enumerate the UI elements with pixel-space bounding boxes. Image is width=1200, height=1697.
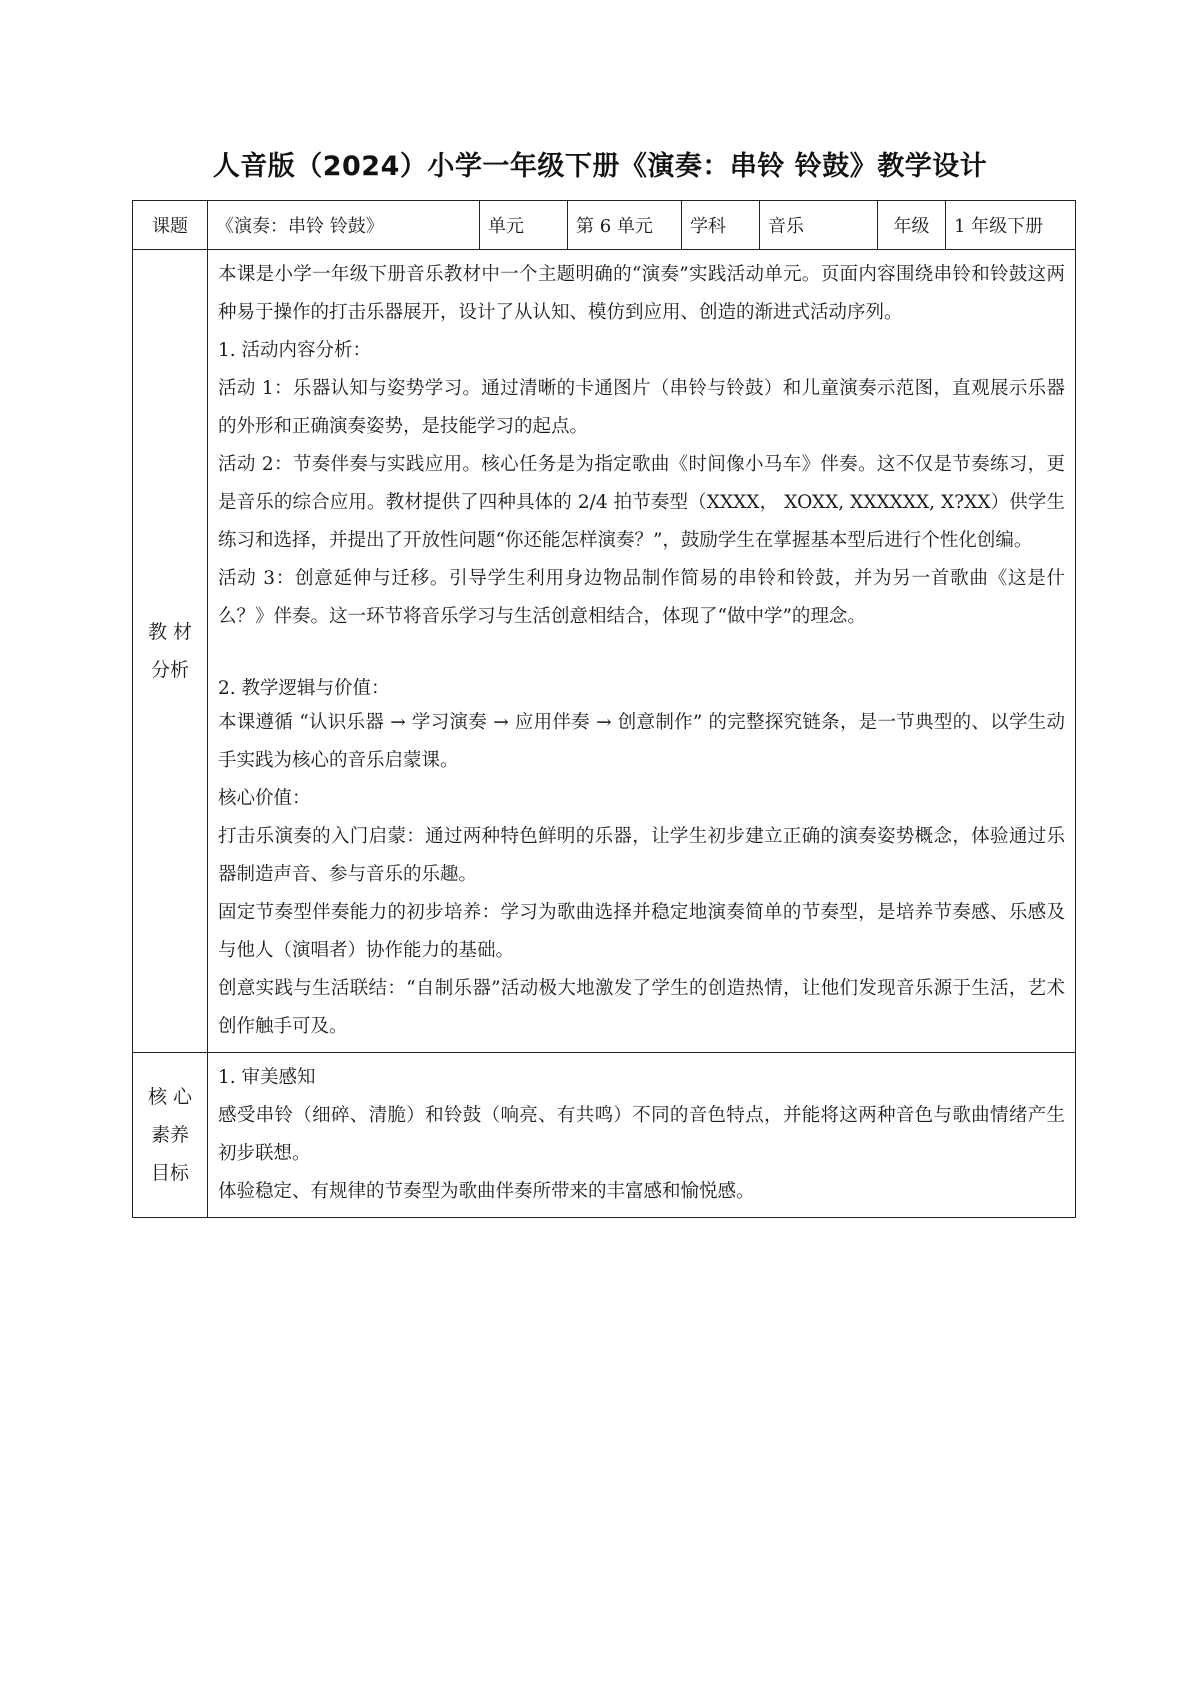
topic-label: 课题 bbox=[133, 201, 208, 250]
subject-value: 音乐 bbox=[760, 201, 878, 250]
topic-value: 《演奏：串铃 铃鼓》 bbox=[208, 201, 480, 250]
analysis-paragraph: 固定节奏型伴奏能力的初步培养：学习为歌曲选择并稳定地演奏简单的节奏型，是培养节奏感、乐感及与他人（演唱者）协作能力的基础。 bbox=[218, 902, 1065, 961]
core-literacy-label bbox=[133, 1053, 208, 1218]
unit-value: 第 6 单元 bbox=[568, 201, 682, 250]
core-literacy-label-line1: 核 心 bbox=[147, 1086, 193, 1108]
unit-label: 单元 bbox=[480, 201, 568, 250]
grade-value: 1 年级下册 bbox=[946, 201, 1076, 250]
core-literacy-row bbox=[133, 1053, 1076, 1218]
analysis-paragraph: 活动 1：乐器认知与姿势学习。通过清晰的卡通图片（串铃与铃鼓）和儿童演奏示范图，直观展示乐器的外形和正确演奏姿势，是技能学习的起点。 bbox=[218, 378, 1065, 437]
literacy-heading-1: 1. 审美感知 bbox=[218, 1067, 316, 1088]
literacy-paragraph: 体验稳定、有规律的节奏型为歌曲伴奏所带来的丰富感和愉悦感。 bbox=[218, 1181, 755, 1202]
literacy-paragraph: 感受串铃（细碎、清脆）和铃鼓（响亮、有共鸣）不同的音色特点，并能将这两种音色与歌曲情绪产生初步联想。 bbox=[218, 1105, 1065, 1164]
analysis-spacer bbox=[218, 636, 1065, 674]
analysis-heading-core-value: 核心价值： bbox=[218, 788, 311, 809]
analysis-paragraph: 本课遵循 “认识乐器 → 学习演奏 → 应用伴奏 → 创意制作” 的完整探究链条，是一节典型的、以学生动手实践为核心的音乐启蒙课。 bbox=[218, 712, 1065, 771]
textbook-analysis-label-line1: 教 材 bbox=[147, 621, 193, 643]
core-literacy-label-line3: 目标 bbox=[150, 1162, 189, 1184]
analysis-paragraph: 创意实践与生活联结：“自制乐器”活动极大地激发了学生的创造热情，让他们发现音乐源于生活，艺术创作触手可及。 bbox=[218, 978, 1065, 1037]
analysis-paragraph: 活动 2：节奏伴奏与实践应用。核心任务是为指定歌曲《时间像小马车》伴奏。这不仅是节奏练习，更是音乐的综合应用。教材提供了四种具体的 2/4 拍节奏型（XXXX， XOXX, XXXXXX, X?XX）供学生练习和选择，并提出了开放性问题“你还能怎样演奏？”，鼓励学生在掌握基本型后进行个性化创编。 bbox=[218, 454, 1065, 551]
lesson-plan-table bbox=[132, 200, 1076, 1218]
grade-label: 年级 bbox=[878, 201, 946, 250]
textbook-analysis-label bbox=[133, 250, 208, 1053]
analysis-paragraph: 打击乐演奏的入门启蒙：通过两种特色鲜明的乐器，让学生初步建立正确的演奏姿势概念，体验通过乐器制造声音、参与音乐的乐趣。 bbox=[218, 826, 1065, 885]
textbook-analysis-row bbox=[133, 250, 1076, 1053]
analysis-heading-2: 2. 教学逻辑与价值： bbox=[218, 678, 390, 699]
document-title: 人音版（2024）小学一年级下册《演奏：串铃 铃鼓》教学设计 bbox=[212, 151, 988, 182]
textbook-analysis-label-line2: 分析 bbox=[150, 659, 189, 681]
analysis-paragraph: 活动 3：创意延伸与迁移。引导学生利用身边物品制作简易的串铃和铃鼓，并为另一首歌曲《这是什么？》伴奏。这一环节将音乐学习与生活创意相结合，体现了“做中学”的理念。 bbox=[218, 568, 1065, 627]
analysis-heading-1: 1. 活动内容分析： bbox=[218, 340, 372, 361]
analysis-paragraph: 本课是小学一年级下册音乐教材中一个主题明确的“演奏”实践活动单元。页面内容围绕串铃和铃鼓这两种易于操作的打击乐器展开，设计了从认知、模仿到应用、创造的渐进式活动序列。 bbox=[218, 264, 1065, 323]
header-row bbox=[133, 201, 1076, 250]
subject-label: 学科 bbox=[682, 201, 760, 250]
core-literacy-content bbox=[208, 1053, 1076, 1218]
textbook-analysis-content bbox=[208, 250, 1076, 1053]
core-literacy-label-line2: 素养 bbox=[150, 1124, 189, 1146]
